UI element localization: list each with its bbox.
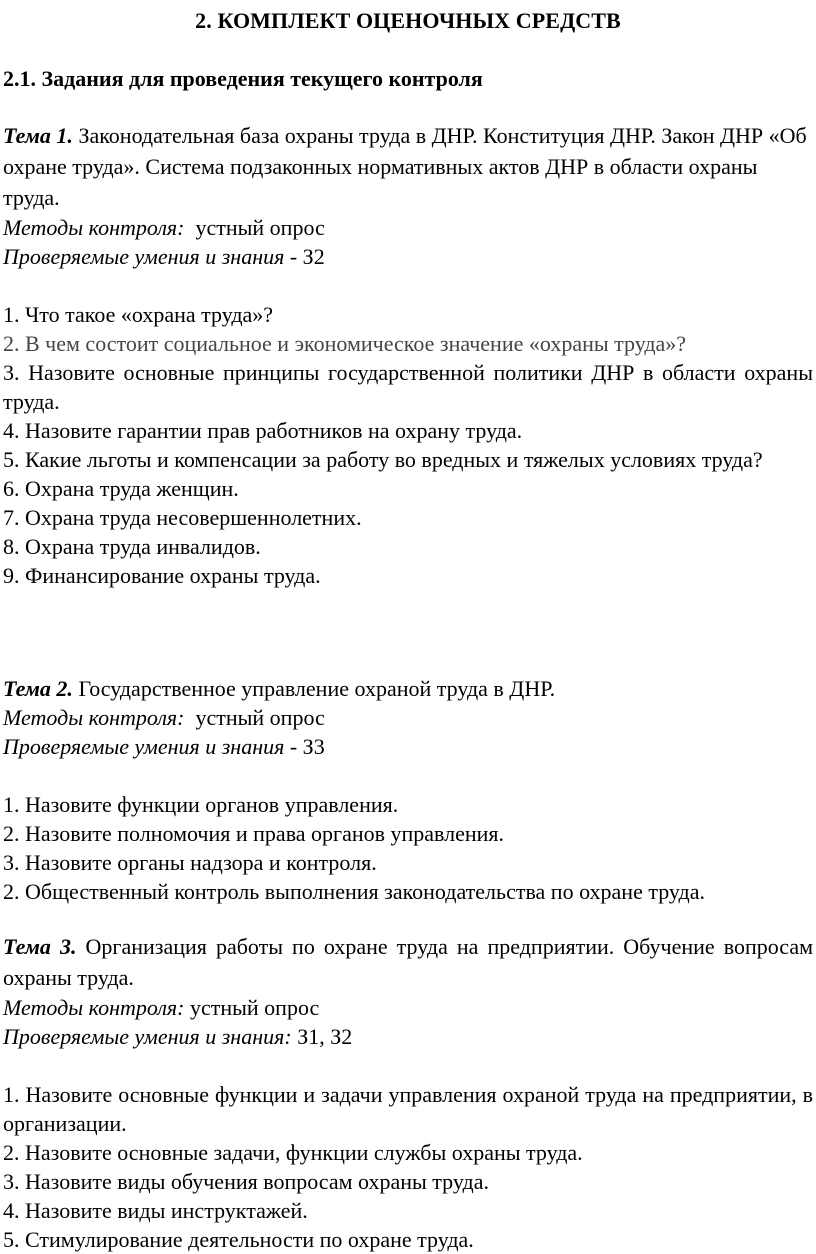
- question-item: 2. Общественный контроль выполнения законодательства по охране труда.: [3, 879, 706, 904]
- topic-1-skills-value: - З2: [289, 244, 325, 269]
- question-item: 2. Назовите основные задачи, функции службы охраны труда.: [3, 1140, 583, 1165]
- topic-2-methods: [3, 703, 813, 732]
- question-item: 9. Финансирование охраны труда.: [3, 563, 321, 588]
- topic-1-skills: [3, 242, 813, 271]
- topic-2-questions: [3, 790, 813, 906]
- topic-1-methods-label: Методы контроля:: [3, 215, 185, 240]
- topic-2-skills: [3, 732, 813, 761]
- question-item: 8. Охрана труда инвалидов.: [3, 534, 261, 559]
- topic-3-skills-label: Проверяемые умения и знания:: [3, 1024, 292, 1049]
- topic-3-methods: [3, 993, 813, 1022]
- topic-3-methods-value: устный опрос: [189, 995, 320, 1020]
- topic-3-text: Организация работы по охране труда на предприятии. Обучение вопросам охраны труда.: [3, 934, 814, 990]
- question-item: 1. Что такое «охрана труда»?: [3, 302, 274, 327]
- topic-3-methods-label: Методы контроля:: [3, 995, 185, 1020]
- topic-3: [3, 931, 813, 1254]
- question-item: 1. Назовите функции органов управления.: [3, 792, 399, 817]
- topic-1-methods-value: устный опрос: [195, 215, 325, 240]
- question-item: 7. Охрана труда несовершеннолетних.: [3, 505, 362, 530]
- topic-3-questions: [3, 1080, 813, 1254]
- section-heading: 2.1. Задания для проведения текущего контроля: [3, 66, 483, 91]
- topic-1-label: Тема 1.: [3, 123, 73, 148]
- topic-3-heading: [3, 931, 813, 993]
- topic-3-skills-value: З1, З2: [297, 1024, 353, 1049]
- topic-2-skills-value: - З3: [289, 734, 325, 759]
- question-item: 5. Какие льготы и компенсации за работу во вредных и тяжелых условиях труда?: [3, 447, 763, 472]
- question-item: 5. Стимулирование деятельности по охране труда.: [3, 1227, 474, 1252]
- question-item: 6. Охрана труда женщин.: [3, 476, 239, 501]
- topic-1-text: Законодательная база охраны труда в ДНР. Конституция ДНР. Закон ДНР «Об охране труда». Система подзаконных нормативных актов ДНР в области охраны труда.: [3, 123, 807, 210]
- question-item: 3. Назовите органы надзора и контроля.: [3, 850, 377, 875]
- question-item: 4. Назовите гарантии прав работников на охрану труда.: [3, 418, 523, 443]
- topic-2-heading: [3, 674, 813, 703]
- topic-3-label: Тема 3.: [3, 934, 77, 959]
- question-item: 1. Назовите основные функции и задачи управления охраной труда на предприятии, в организации.: [3, 1082, 813, 1136]
- topic-1-heading: [3, 120, 813, 213]
- question-item: 2. Назовите полномочия и права органов управления.: [3, 821, 505, 846]
- document-title: 2. КОМПЛЕКТ ОЦЕНОЧНЫХ СРЕДСТВ: [195, 8, 621, 33]
- document-page: [0, 6, 816, 1252]
- topic-2-label: Тема 2.: [3, 676, 73, 701]
- question-item: 3. Назовите основные принципы государственной политики ДНР в области охраны труда.: [3, 360, 813, 414]
- topic-1-skills-label: Проверяемые умения и знания: [3, 244, 285, 269]
- topic-2-methods-value: устный опрос: [195, 705, 325, 730]
- topic-2-skills-label: Проверяемые умения и знания: [3, 734, 285, 759]
- topic-2: [3, 674, 813, 906]
- topic-1: [3, 120, 813, 590]
- question-item: 2. В чем состоит социальное и экономическое значение «охраны труда»?: [3, 331, 687, 356]
- question-item: 4. Назовите виды инструктажей.: [3, 1198, 308, 1223]
- topic-2-text: Государственное управление охраной труда в ДНР.: [78, 676, 556, 701]
- topic-1-methods: [3, 213, 813, 242]
- question-item: 3. Назовите виды обучения вопросам охраны труда.: [3, 1169, 489, 1194]
- topic-1-questions: [3, 300, 813, 590]
- topic-2-methods-label: Методы контроля:: [3, 705, 185, 730]
- topic-3-skills: [3, 1022, 813, 1051]
